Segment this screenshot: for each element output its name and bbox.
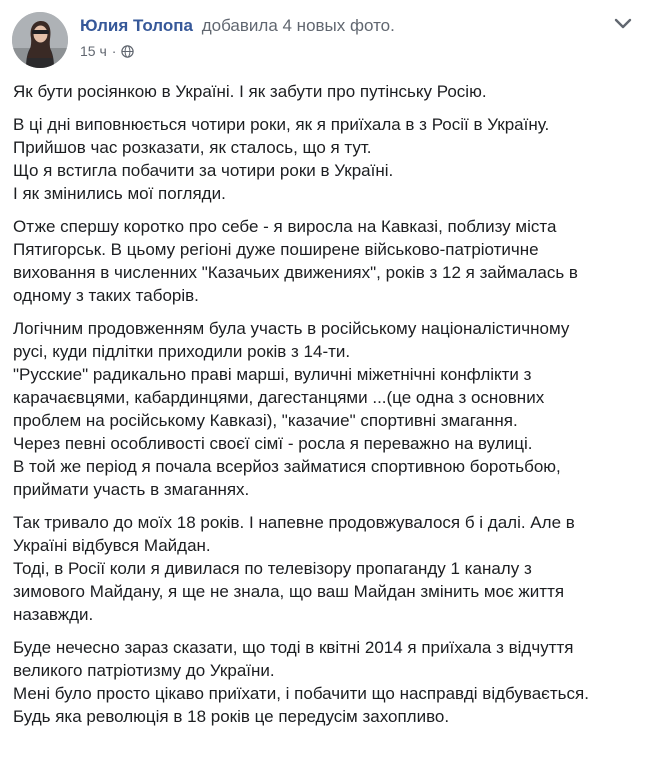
post-meta (80, 42, 134, 62)
text-line: Тоді, в Росії коли я дивилася по телевізору пропаганду 1 каналу з (13, 559, 532, 578)
post-paragraph (13, 80, 641, 103)
text-line: Логічним продовженням була участь в російському націоналістичному (13, 319, 570, 338)
author-name-link[interactable]: Юлия Толопа (80, 16, 193, 35)
text-line: В ці дні виповнюється чотири роки, як я приїхала в з Росії в Україну. (13, 115, 550, 134)
post-paragraph (13, 317, 641, 501)
text-line: Будь яка революція в 18 років це передусім захопливо. (13, 707, 450, 726)
author-line (80, 16, 395, 36)
text-line: одному з таких таборів. (13, 286, 199, 305)
text-line: Що я встигла побачити за чотири роки в Україні. (13, 161, 394, 180)
post-paragraph (13, 113, 641, 205)
text-line: великого патріотизму до України. (13, 661, 275, 680)
post-timestamp[interactable]: 15 ч (80, 43, 107, 59)
text-line: Мені було просто цікаво приїхати, і побачити що насправді відбувається. (13, 684, 589, 703)
text-line: Буде нечесно зараз сказати, що тоді в квітні 2014 я приїхала з відчуття (13, 638, 574, 657)
post-header (0, 0, 649, 72)
post-paragraph (13, 511, 641, 626)
post-paragraph (13, 636, 641, 728)
text-line: зимового Майдану, я ще не знала, що ваш Майдан змінить моє життя (13, 582, 565, 601)
text-line: Пятигорськ. В цьому регіоні дуже поширене військово-патріотичне (13, 240, 539, 259)
text-line: приймати участь в змаганнях. (13, 480, 250, 499)
globe-icon[interactable] (121, 44, 134, 62)
post-paragraph (13, 215, 641, 307)
text-line: Як бути росіянкою в Україні. І як забути про путінську Росію. (13, 82, 487, 101)
text-line: проблем на російському Кавказі), "казачие" спортивні змагання. (13, 411, 518, 430)
text-line: Україні відбувся Майдан. (13, 536, 211, 555)
meta-separator: · (111, 43, 117, 59)
text-line: назавжди. (13, 605, 94, 624)
text-line: русі, куди підлітки приходили років з 14-ти. (13, 342, 351, 361)
avatar[interactable] (12, 12, 68, 68)
avatar-photo-icon (12, 12, 68, 68)
post-action-text: добавила 4 новых фото. (201, 16, 395, 35)
text-line: Так тривало до моїх 18 років. І напевне продовжувалося б і далі. Але в (13, 513, 575, 532)
text-line: карачаєвцями, кабардинцями, дагестанцями ...(це одна з основних (13, 388, 545, 407)
text-line: виховання в численних "Казачьих движениях", років з 12 я займалась в (13, 263, 578, 282)
post-text (13, 80, 641, 738)
chevron-down-icon (611, 12, 635, 34)
text-line: "Русские" радикально праві марші, вуличні міжетнічні конфлікти з (13, 365, 532, 384)
post-options-button[interactable] (611, 12, 635, 34)
text-line: Через певні особливості своєї сімї - росла я переважно на вулиці. (13, 434, 533, 453)
text-line: Отже спершу коротко про себе - я виросла на Кавказі, поблизу міста (13, 217, 557, 236)
text-line: Прийшов час розказати, як сталось, що я тут. (13, 138, 372, 157)
text-line: І як змінились мої погляди. (13, 184, 226, 203)
text-line: В той же період я почала всерйоз займатися спортивною боротьбою, (13, 457, 561, 476)
